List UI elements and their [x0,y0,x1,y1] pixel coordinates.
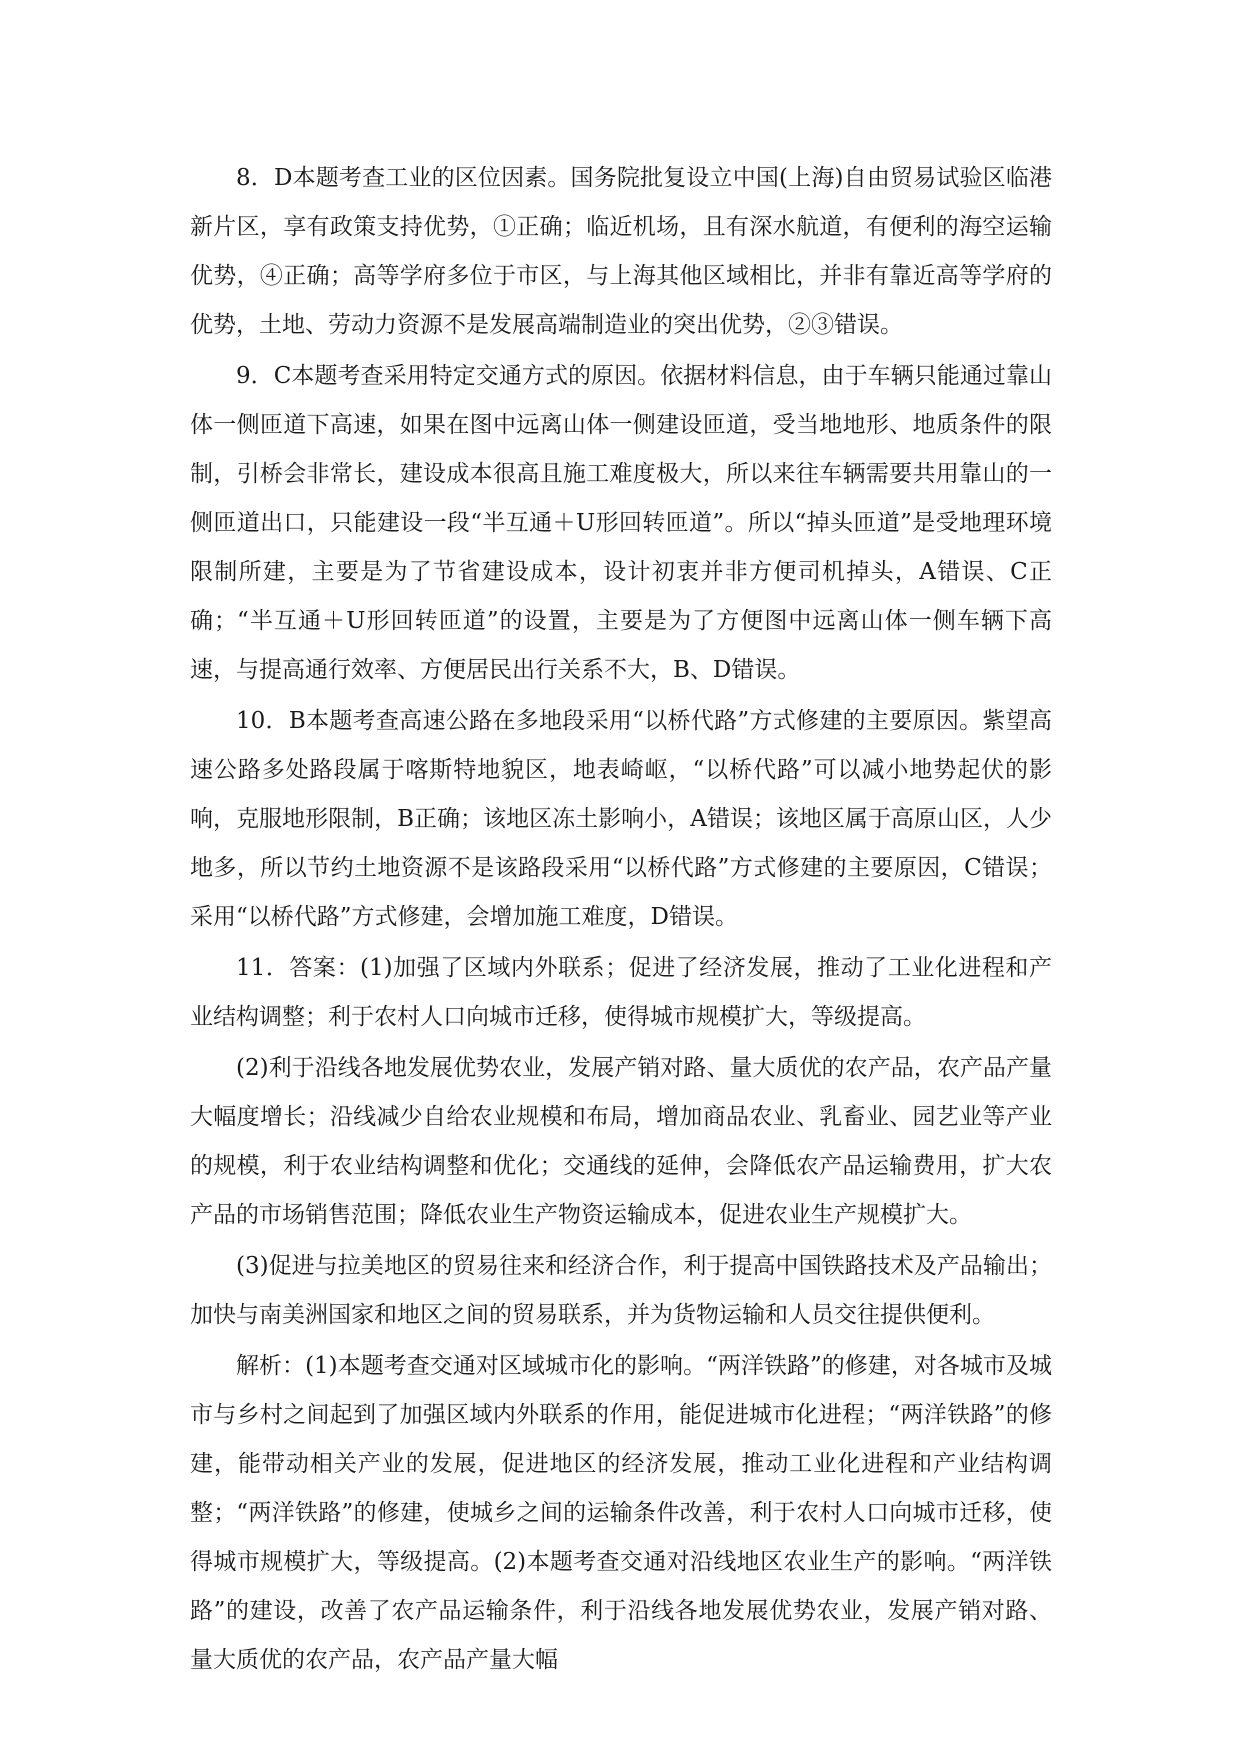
answer-11-paragraph: 11．答案：(1)加强了区域内外联系；促进了经济发展，推动了工业化进程和产业结构调整；利于农村人口向城市迁移，使得城市规模扩大，等级提高。 [190,955,1052,1030]
answer-8-paragraph: 8．D本题考查工业的区位因素。国务院批复设立中国(上海)自由贸易试验区临港新片区，享有政策支持优势，①正确；临近机场，且有深水航道，有便利的海空运输优势，④正确；高等学府多位于市区，与上海其他区域相比，并非有靠近高等学府的优势，土地、劳动力资源不是发展高端制造业的突出优势，②③错误。 [190,165,1052,338]
explanation-paragraph: 解析：(1)本题考查交通对区域城市化的影响。“两洋铁路”的修建，对各城市及城市与乡村之间起到了加强区域内外联系的作用，能促进城市化进程；“两洋铁路”的修建，能带动相关产业的发展，促进地区的经济发展，推动工业化进程和产业结构调整；“两洋铁路”的修建，使城乡之间的运输条件改善，利于农村人口向城市迁移，使得城市规模扩大，等级提高。(2)本题考查交通对沿线地区农业生产的影响。“两洋铁路”的建设，改善了农产品运输条件，利于沿线各地发展优势农业，发展产销对路、量大质优的农产品，农产品产量大幅 [190,1353,1052,1673]
answer-11-part-3-paragraph: (3)促进与拉美地区的贸易往来和经济合作，利于提高中国铁路技术及产品输出；加快与南美洲国家和地区之间的贸易联系，并为货物运输和人员交往提供便利。 [190,1253,1052,1328]
answer-11-part-2-paragraph: (2)利于沿线各地发展优势农业，发展产销对路、量大质优的农产品，农产品产量大幅度增长；沿线减少自给农业规模和布局，增加商品农业、乳畜业、园艺业等产业的规模，利于农业结构调整和优化；交通线的延伸，会降低农产品运输费用，扩大农产品的市场销售范围；降低农业生产物资运输成本，促进农业生产规模扩大。 [190,1055,1052,1228]
answer-text-body [190,154,1052,1687]
answer-9-paragraph: 9．C本题考查采用特定交通方式的原因。依据材料信息，由于车辆只能通过靠山体一侧匝道下高速，如果在图中远离山体一侧建设匝道，受当地地形、地质条件的限制，引桥会非常长，建设成本很高且施工难度极大，所以来往车辆需要共用靠山的一侧匝道出口，只能建设一段“半互通＋U形回转匝道”。所以“掉头匝道”是受地理环境限制所建，主要是为了节省建设成本，设计初衷并非方便司机掉头，A错误、C正确；“半互通＋U形回转匝道”的设置，主要是为了方便图中远离山体一侧车辆下高速，与提高通行效率、方便居民出行关系不大，B、D错误。 [190,363,1052,683]
answer-10-paragraph: 10．B本题考查高速公路在多地段采用“以桥代路”方式修建的主要原因。紫望高速公路多处路段属于喀斯特地貌区，地表崎岖，“以桥代路”可以减小地势起伏的影响，克服地形限制，B正确；该地区冻土影响小，A错误；该地区属于高原山区，人少地多，所以节约土地资源不是该路段采用“以桥代路”方式修建的主要原因，C错误；采用“以桥代路”方式修建，会增加施工难度，D错误。 [190,708,1052,930]
